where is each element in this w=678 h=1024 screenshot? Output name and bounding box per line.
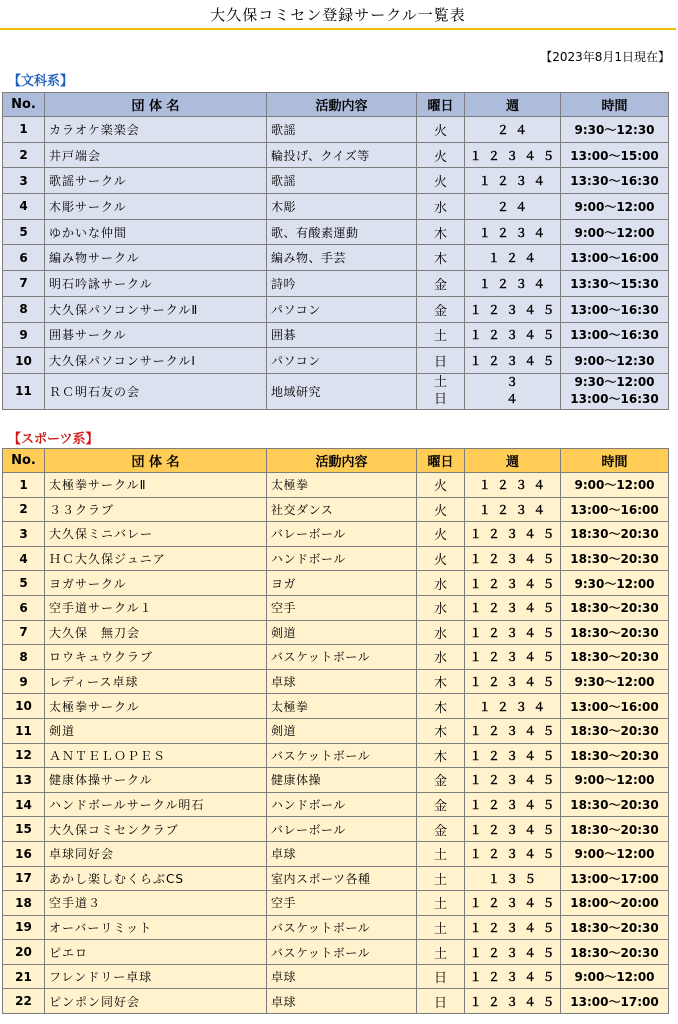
cell-no: 1 bbox=[3, 117, 45, 143]
cell-name: 大久保パソコンサークルⅠ bbox=[45, 348, 267, 374]
cell-name: 大久保コミセンクラブ bbox=[45, 817, 267, 842]
cell-no: 3 bbox=[3, 522, 45, 547]
cell-week: １ ２ ３ ４ ５ bbox=[465, 792, 561, 817]
cell-time: 13:00～16:30 bbox=[561, 322, 669, 348]
cell-week: ２ ４ bbox=[465, 117, 561, 143]
cell-time: 9:00～12:00 bbox=[561, 841, 669, 866]
cell-time: 18:30～20:30 bbox=[561, 522, 669, 547]
cell-time: 18:30～20:30 bbox=[561, 743, 669, 768]
cell-week: １ ２ ３ ４ bbox=[465, 271, 561, 297]
cell-time: 13:30～15:30 bbox=[561, 271, 669, 297]
cell-name: ＡＮＴＥＬＯＰＥＳ bbox=[45, 743, 267, 768]
cell-day: 土 bbox=[417, 915, 465, 940]
cell-time: 9:00～12:00 bbox=[561, 473, 669, 498]
cell-week: １ ２ ３ ４ ５ bbox=[465, 522, 561, 547]
cell-no: 18 bbox=[3, 891, 45, 916]
cell-week: １ ２ ３ ４ ５ bbox=[465, 595, 561, 620]
cell-activity: 太極拳 bbox=[267, 694, 417, 719]
cell-no: 8 bbox=[3, 645, 45, 670]
cell-activity: パソコン bbox=[267, 348, 417, 374]
cell-time: 9:30～12:30 bbox=[561, 117, 669, 143]
sports-table bbox=[2, 448, 669, 1014]
cell-day: 日 bbox=[417, 348, 465, 374]
cell-name: 空手道サークル１ bbox=[45, 595, 267, 620]
page-title: 大久保コミセン登録サークル一覧表 bbox=[0, 3, 676, 30]
cell-no: 12 bbox=[3, 743, 45, 768]
table-row bbox=[3, 891, 669, 916]
cell-day: 火 bbox=[417, 522, 465, 547]
cell-name: ハンドボールサークル明石 bbox=[45, 792, 267, 817]
table-row bbox=[3, 669, 669, 694]
cell-no: 9 bbox=[3, 322, 45, 348]
cell-time: 18:30～20:30 bbox=[561, 620, 669, 645]
cell-name: ヨガサークル bbox=[45, 571, 267, 596]
cell-activity: 室内スポーツ各種 bbox=[267, 866, 417, 891]
cell-no: 20 bbox=[3, 940, 45, 965]
cell-activity: バスケットボール bbox=[267, 645, 417, 670]
cell-week: １ ２ ３ ４ ５ bbox=[465, 669, 561, 694]
cell-activity: ハンドボール bbox=[267, 546, 417, 571]
table-header-row bbox=[3, 93, 669, 117]
cell-time: 9:00～12:00 bbox=[561, 194, 669, 220]
cell-day: 水 bbox=[417, 645, 465, 670]
cell-name: ピンポン同好会 bbox=[45, 989, 267, 1014]
cell-day: 金 bbox=[417, 817, 465, 842]
cell-name: 大久保 無刀会 bbox=[45, 620, 267, 645]
table-row bbox=[3, 645, 669, 670]
cell-no: 5 bbox=[3, 219, 45, 245]
header-week: 週 bbox=[465, 93, 561, 117]
cell-name: ＨＣ大久保ジュニア bbox=[45, 546, 267, 571]
cell-name: 大久保パソコンサークルⅡ bbox=[45, 296, 267, 322]
cell-week-1: ３ bbox=[505, 375, 519, 390]
cell-name: あかし楽しむくらぶCS bbox=[45, 866, 267, 891]
cell-name: ３３クラブ bbox=[45, 497, 267, 522]
cell-day-1: 土 bbox=[433, 375, 447, 391]
cell-no: 22 bbox=[3, 989, 45, 1014]
cell-activity: 囲碁 bbox=[267, 322, 417, 348]
cell-no: 1 bbox=[3, 473, 45, 498]
cell-no: 15 bbox=[3, 817, 45, 842]
cell-day: 金 bbox=[417, 271, 465, 297]
cell-day: 木 bbox=[417, 669, 465, 694]
cell-activity: 輪投げ、クイズ等 bbox=[267, 142, 417, 168]
cell-activity: 卓球 bbox=[267, 669, 417, 694]
cell-day: 火 bbox=[417, 546, 465, 571]
header-activity: 活動内容 bbox=[267, 449, 417, 473]
cell-name: 空手道３ bbox=[45, 891, 267, 916]
section-label-bunka: 【文科系】 bbox=[8, 74, 74, 89]
cell-time: 9:30～12:00 bbox=[561, 669, 669, 694]
cell-week: １ ２ ３ ４ ５ bbox=[465, 841, 561, 866]
cell-week: １ ２ ３ ４ bbox=[465, 694, 561, 719]
table-row bbox=[3, 219, 669, 245]
cell-activity: 空手 bbox=[267, 891, 417, 916]
cell-week: １ ２ ３ ４ ５ bbox=[465, 645, 561, 670]
cell-day: 土 bbox=[417, 841, 465, 866]
table-row bbox=[3, 989, 669, 1014]
cell-week: １ ２ ３ ４ ５ bbox=[465, 718, 561, 743]
cell-no: 2 bbox=[3, 497, 45, 522]
header-day: 曜日 bbox=[417, 449, 465, 473]
table-row bbox=[3, 768, 669, 793]
cell-time bbox=[561, 373, 669, 409]
table-row bbox=[3, 271, 669, 297]
cell-name: ゆかいな仲間 bbox=[45, 219, 267, 245]
cell-time: 18:30～20:30 bbox=[561, 546, 669, 571]
cell-activity: 詩吟 bbox=[267, 271, 417, 297]
cell-time: 13:00～16:00 bbox=[561, 694, 669, 719]
cell-name: 太極拳サークル bbox=[45, 694, 267, 719]
cell-time: 13:00～16:00 bbox=[561, 497, 669, 522]
cell-no: 3 bbox=[3, 168, 45, 194]
cell-day: 日 bbox=[417, 989, 465, 1014]
cell-activity: 空手 bbox=[267, 595, 417, 620]
cell-no: 7 bbox=[3, 620, 45, 645]
cell-no: 4 bbox=[3, 546, 45, 571]
cell-time-1: 9:30～12:00 bbox=[574, 375, 655, 390]
cell-day: 木 bbox=[417, 743, 465, 768]
cell-no: 14 bbox=[3, 792, 45, 817]
table-row bbox=[3, 322, 669, 348]
cell-day-2: 日 bbox=[433, 392, 447, 408]
cell-week: １ ２ ３ ４ ５ bbox=[465, 743, 561, 768]
table-row bbox=[3, 915, 669, 940]
header-day: 曜日 bbox=[417, 93, 465, 117]
header-time: 時間 bbox=[561, 449, 669, 473]
cell-week: １ ２ ３ ４ ５ bbox=[465, 546, 561, 571]
cell-activity: 地域研究 bbox=[267, 373, 417, 409]
table-row bbox=[3, 296, 669, 322]
table-row bbox=[3, 142, 669, 168]
cell-time: 13:30～16:30 bbox=[561, 168, 669, 194]
table-row bbox=[3, 546, 669, 571]
table-row bbox=[3, 964, 669, 989]
cell-day: 火 bbox=[417, 473, 465, 498]
table-row bbox=[3, 841, 669, 866]
cell-week: １ ２ ３ ４ bbox=[465, 168, 561, 194]
table-row bbox=[3, 718, 669, 743]
cell-day: 金 bbox=[417, 768, 465, 793]
cell-day: 土 bbox=[417, 940, 465, 965]
cell-day: 水 bbox=[417, 595, 465, 620]
cell-time: 13:00～16:00 bbox=[561, 245, 669, 271]
cell-day: 火 bbox=[417, 142, 465, 168]
header-no: No. bbox=[3, 449, 45, 473]
cell-no: 8 bbox=[3, 296, 45, 322]
cell-week: １ ２ ３ ４ ５ bbox=[465, 620, 561, 645]
cell-time: 13:00～15:00 bbox=[561, 142, 669, 168]
cell-name: 大久保ミニバレー bbox=[45, 522, 267, 547]
cell-week: ２ ４ bbox=[465, 194, 561, 220]
table-row bbox=[3, 348, 669, 374]
cell-name: 木彫サークル bbox=[45, 194, 267, 220]
cell-no: 19 bbox=[3, 915, 45, 940]
cell-activity: 卓球 bbox=[267, 964, 417, 989]
cell-no: 4 bbox=[3, 194, 45, 220]
cell-no: 11 bbox=[3, 373, 45, 409]
cell-activity: 歌謡 bbox=[267, 117, 417, 143]
cell-name: レディース卓球 bbox=[45, 669, 267, 694]
cell-activity: パソコン bbox=[267, 296, 417, 322]
cell-name: 卓球同好会 bbox=[45, 841, 267, 866]
table-row bbox=[3, 620, 669, 645]
cell-day: 土 bbox=[417, 866, 465, 891]
cell-no: 9 bbox=[3, 669, 45, 694]
cell-activity: 太極拳 bbox=[267, 473, 417, 498]
cell-activity: バレーボール bbox=[267, 522, 417, 547]
cell-day: 木 bbox=[417, 694, 465, 719]
cell-time: 18:30～20:30 bbox=[561, 792, 669, 817]
cell-week: １ ２ ３ ４ ５ bbox=[465, 348, 561, 374]
table-row bbox=[3, 194, 669, 220]
cell-week: １ ３ ５ bbox=[465, 866, 561, 891]
cell-time: 13:00～17:00 bbox=[561, 989, 669, 1014]
cell-no: 5 bbox=[3, 571, 45, 596]
cell-name: 剣道 bbox=[45, 718, 267, 743]
table-row bbox=[3, 168, 669, 194]
cell-no: 2 bbox=[3, 142, 45, 168]
table-row bbox=[3, 473, 669, 498]
date-note: 【2023年8月1日現在】 bbox=[540, 50, 670, 64]
header-activity: 活動内容 bbox=[267, 93, 417, 117]
cell-day: 金 bbox=[417, 296, 465, 322]
cell-no: 21 bbox=[3, 964, 45, 989]
cell-name: 太極拳サークルⅡ bbox=[45, 473, 267, 498]
cell-activity: 編み物、手芸 bbox=[267, 245, 417, 271]
cell-name: フレンドリー卓球 bbox=[45, 964, 267, 989]
cell-time: 18:30～20:30 bbox=[561, 595, 669, 620]
table-row bbox=[3, 694, 669, 719]
cell-name: 健康体操サークル bbox=[45, 768, 267, 793]
cell-activity: バスケットボール bbox=[267, 940, 417, 965]
table-row bbox=[3, 866, 669, 891]
cell-week: １ ２ ３ ４ bbox=[465, 497, 561, 522]
table-row bbox=[3, 817, 669, 842]
cell-name: カラオケ楽楽会 bbox=[45, 117, 267, 143]
cell-day: 日 bbox=[417, 964, 465, 989]
table-row bbox=[3, 497, 669, 522]
cell-day: 木 bbox=[417, 718, 465, 743]
table-row bbox=[3, 373, 669, 409]
cell-name: ＲＣ明石友の会 bbox=[45, 373, 267, 409]
cell-activity: バスケットボール bbox=[267, 915, 417, 940]
cell-time: 18:00～20:00 bbox=[561, 891, 669, 916]
cell-name: 井戸端会 bbox=[45, 142, 267, 168]
cell-week: １ ２ ３ ４ ５ bbox=[465, 142, 561, 168]
cell-time: 9:00～12:30 bbox=[561, 348, 669, 374]
cell-time: 13:00～17:00 bbox=[561, 866, 669, 891]
cell-time: 18:30～20:30 bbox=[561, 817, 669, 842]
cell-day bbox=[417, 373, 465, 409]
cell-activity: バレーボール bbox=[267, 817, 417, 842]
cell-week: １ ２ ３ ４ ５ bbox=[465, 322, 561, 348]
cell-time: 13:00～16:30 bbox=[561, 296, 669, 322]
cell-activity: バスケットボール bbox=[267, 743, 417, 768]
cell-name: 編み物サークル bbox=[45, 245, 267, 271]
cell-activity: 健康体操 bbox=[267, 768, 417, 793]
cell-no: 16 bbox=[3, 841, 45, 866]
cell-name: 歌謡サークル bbox=[45, 168, 267, 194]
cell-week: １ ２ ３ ４ ５ bbox=[465, 817, 561, 842]
cell-no: 6 bbox=[3, 595, 45, 620]
cell-time: 9:00～12:00 bbox=[561, 768, 669, 793]
cell-name: ピエロ bbox=[45, 940, 267, 965]
cell-week: １ ２ ３ ４ ５ bbox=[465, 296, 561, 322]
cell-activity: 社交ダンス bbox=[267, 497, 417, 522]
cell-no: 6 bbox=[3, 245, 45, 271]
cell-no: 10 bbox=[3, 348, 45, 374]
cell-day: 木 bbox=[417, 219, 465, 245]
cell-time: 18:30～20:30 bbox=[561, 915, 669, 940]
cell-week: １ ２ ３ ４ bbox=[465, 219, 561, 245]
cell-day: 火 bbox=[417, 497, 465, 522]
cell-day: 火 bbox=[417, 168, 465, 194]
cell-day: 水 bbox=[417, 194, 465, 220]
table-row bbox=[3, 522, 669, 547]
cell-activity: 木彫 bbox=[267, 194, 417, 220]
cell-week: １ ２ ４ bbox=[465, 245, 561, 271]
cell-day: 水 bbox=[417, 571, 465, 596]
cell-week: １ ２ ３ ４ ５ bbox=[465, 891, 561, 916]
header-time: 時間 bbox=[561, 93, 669, 117]
header-name: 団 体 名 bbox=[45, 93, 267, 117]
cell-name: 明石吟詠サークル bbox=[45, 271, 267, 297]
table-row bbox=[3, 245, 669, 271]
cell-name: 囲碁サークル bbox=[45, 322, 267, 348]
cell-week: １ ２ ３ ４ ５ bbox=[465, 989, 561, 1014]
cell-day: 金 bbox=[417, 792, 465, 817]
cell-week-2: ４ bbox=[505, 392, 519, 407]
cell-time: 18:30～20:30 bbox=[561, 718, 669, 743]
cell-activity: ハンドボール bbox=[267, 792, 417, 817]
section-label-sports: 【スポーツ系】 bbox=[8, 432, 99, 447]
cell-day: 火 bbox=[417, 117, 465, 143]
cell-time: 18:30～20:30 bbox=[561, 645, 669, 670]
cell-time: 18:30～20:30 bbox=[561, 940, 669, 965]
header-no: No. bbox=[3, 93, 45, 117]
cell-no: 10 bbox=[3, 694, 45, 719]
cell-day: 水 bbox=[417, 620, 465, 645]
cell-day: 土 bbox=[417, 891, 465, 916]
bunka-table bbox=[2, 92, 669, 410]
header-name: 団 体 名 bbox=[45, 449, 267, 473]
table-row bbox=[3, 792, 669, 817]
cell-time: 9:00～12:00 bbox=[561, 964, 669, 989]
cell-time: 9:00～12:00 bbox=[561, 219, 669, 245]
table-row bbox=[3, 940, 669, 965]
cell-name: オーバーリミット bbox=[45, 915, 267, 940]
cell-week: １ ２ ３ ４ ５ bbox=[465, 964, 561, 989]
cell-day: 木 bbox=[417, 245, 465, 271]
cell-week: １ ２ ３ ４ ５ bbox=[465, 571, 561, 596]
cell-no: 13 bbox=[3, 768, 45, 793]
header-week: 週 bbox=[465, 449, 561, 473]
cell-time: 9:30～12:00 bbox=[561, 571, 669, 596]
table-row bbox=[3, 117, 669, 143]
cell-no: 17 bbox=[3, 866, 45, 891]
cell-activity: 歌、有酸素運動 bbox=[267, 219, 417, 245]
cell-week bbox=[465, 373, 561, 409]
cell-activity: 卓球 bbox=[267, 989, 417, 1014]
cell-week: １ ２ ３ ４ ５ bbox=[465, 940, 561, 965]
cell-week: １ ２ ３ ４ bbox=[465, 473, 561, 498]
cell-week: １ ２ ３ ４ ５ bbox=[465, 768, 561, 793]
table-row bbox=[3, 595, 669, 620]
table-header-row bbox=[3, 449, 669, 473]
cell-activity: ヨガ bbox=[267, 571, 417, 596]
cell-no: 11 bbox=[3, 718, 45, 743]
cell-activity: 歌謡 bbox=[267, 168, 417, 194]
cell-activity: 剣道 bbox=[267, 718, 417, 743]
cell-time-2: 13:00～16:30 bbox=[570, 392, 659, 407]
table-row bbox=[3, 571, 669, 596]
cell-week: １ ２ ３ ４ ５ bbox=[465, 915, 561, 940]
cell-activity: 剣道 bbox=[267, 620, 417, 645]
cell-day: 土 bbox=[417, 322, 465, 348]
cell-name: ロウキュウクラブ bbox=[45, 645, 267, 670]
cell-no: 7 bbox=[3, 271, 45, 297]
table-row bbox=[3, 743, 669, 768]
cell-activity: 卓球 bbox=[267, 841, 417, 866]
